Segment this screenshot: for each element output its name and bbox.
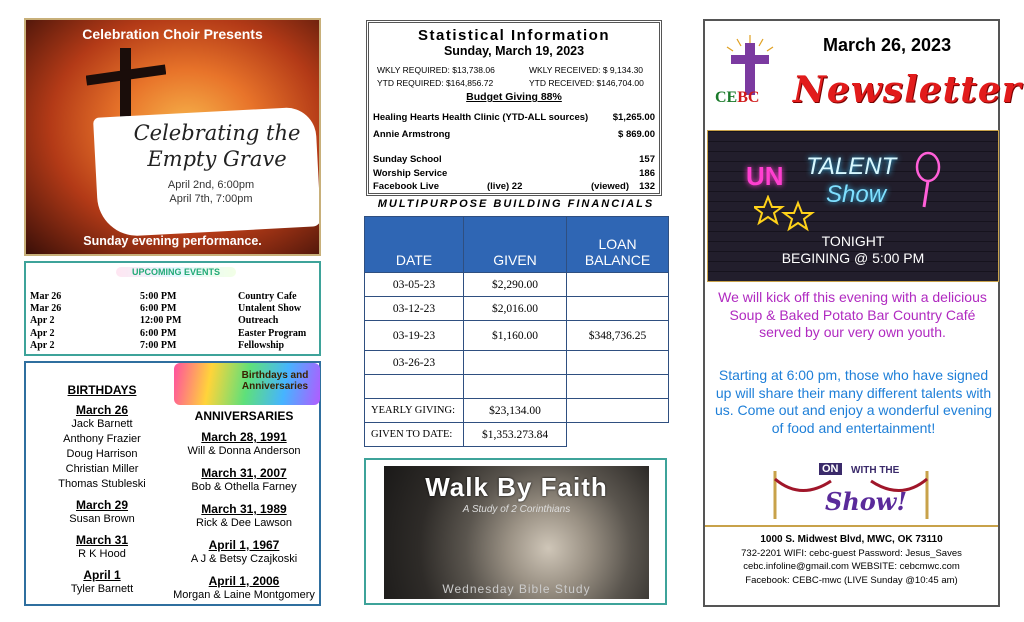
cebc-logo-text [715,89,759,107]
poster-footer-line2: Sunday evening performance. [83,234,262,248]
event-date: Apr 2 [30,339,55,351]
birthdays-logo-text: Birthdays and Anniversaries [241,370,309,392]
table-row [365,375,669,399]
contact-line-3: Facebook: CEBC-mwc (LIVE Sunday @10:45 am) [745,574,958,586]
walk-by-faith-image [384,466,649,599]
wkly-received: WKLY RECEIVED: $ 9,134.30 [529,65,644,75]
table-row [365,351,669,375]
birthday-name: Thomas Stubleski [58,478,146,490]
fb-viewed: 132 [639,181,655,192]
show-with: WITH THE [851,465,900,476]
poster-title-line1: Celebrating the [133,121,301,145]
cell-empty [567,399,669,423]
event-name: Outreach [238,315,279,327]
event-time: 12:00 PM [140,315,182,327]
cell-given: $2,290.00 [464,273,567,297]
upcoming-events [24,261,321,356]
paragraph-2: Starting at 6:00 pm, those who have signed up will share their many different talents with us. Come out and enjoy a wonderful evening of food and entertainment! [714,367,993,436]
walk-footer: Wednesday Bible Study [442,582,591,596]
birthdays-column [34,383,170,597]
newsletter-header [705,21,1022,127]
birthday-date: March 29 [75,498,129,512]
anniversary-names: Bob & Othella Farney [191,481,297,493]
newsletter-date: March 26, 2023 [823,35,952,55]
cell-date [365,375,464,399]
todate-label: GIVEN TO DATE: [365,423,464,447]
fb-live: (live) 22 [487,181,523,192]
anniversary-names: A J & Betsy Czajkoski [190,553,298,565]
show-on: ON [819,463,842,475]
anniversary-names: Rick & Dee Lawson [196,517,292,529]
walk-title: Walk By Faith [425,472,608,502]
hhc-label: Healing Hearts Health Clinic (YTD-ALL sources) [373,112,589,123]
event-time: 7:00 PM [140,339,177,351]
birthday-name: Susan Brown [69,513,135,525]
event-date: Mar 26 [30,303,62,315]
contact-info [705,525,998,607]
events-title: UPCOMING EVENTS [116,267,236,277]
birthday-date: April 1 [83,568,121,582]
budget-giving: Budget Giving 88% [466,91,562,103]
birthday-name: Doug Harrison [66,448,138,460]
fb-label: Facebook Live [373,181,439,192]
church-logo-icon [719,33,781,95]
poster-date-2: April 7th, 7:00pm [169,193,253,205]
anniversary-date: April 1, 2006 [208,574,280,588]
table-row [365,321,669,351]
talent-un: UN [746,161,784,191]
ss-value: 157 [639,154,655,165]
todate-value: $1,353.273.84 [464,423,567,447]
cell-given [464,351,567,375]
ss-label: Sunday School [373,154,442,165]
table-row [365,273,669,297]
header-given: GIVEN [464,217,567,273]
walk-subtitle: A Study of 2 Corinthians [462,504,571,515]
ytd-required: YTD REQUIRED: $164,856.72 [377,78,494,88]
event-date: Apr 2 [30,327,55,339]
anniversary-date: March 31, 2007 [201,466,287,480]
cell-given: $1,160.00 [464,321,567,351]
talent-tonight: TONIGHT [821,233,885,249]
event-date: Mar 26 [30,291,62,302]
cell-date: 03-12-23 [365,297,464,321]
cell-given [464,375,567,399]
event-time: 5:00 PM [140,291,177,302]
poster-title-line2: Empty Grave [147,147,287,171]
cell-loan [567,297,669,321]
wkly-required: WKLY REQUIRED: $13,738.06 [377,65,495,75]
event-time: 6:00 PM [140,303,177,315]
yearly-value: $23,134.00 [464,399,567,423]
event-name: Easter Program [238,327,307,339]
cell-loan [567,375,669,399]
anniversary-date: March 31, 1989 [201,502,287,516]
event-date: Apr 2 [30,315,55,327]
paragraph-1: We will kick off this evening with a delicious Soup & Baked Potato Bar Country Café served by our very own youth. [718,289,987,340]
cell-date: 03-26-23 [365,351,464,375]
talent-time [708,233,998,267]
poster-footer [26,216,319,250]
poster-title [112,120,321,172]
birthdays-logo [174,363,320,405]
birthdays-anniversaries [24,361,321,606]
cell-loan: $348,736.25 [567,321,669,351]
hhc-value: $1,265.00 [612,112,655,123]
cell-given: $2,016.00 [464,297,567,321]
event-name: Country Cafe [238,291,297,302]
cell-loan [567,351,669,375]
aa-value: $ 869.00 [618,129,655,140]
table-row [365,423,669,447]
ws-value: 186 [639,168,655,179]
anniversaries-heading: ANNIVERSARIES [194,409,294,423]
address: 1000 S. Midwest Blvd, MWC, OK 73110 [760,534,943,545]
table-row [365,297,669,321]
event-time: 6:00 PM [140,327,177,339]
cell-empty [567,423,669,447]
logo-text-ce: CE [715,89,738,106]
event-row [30,328,318,340]
birthday-name: R K Hood [78,548,126,560]
birthday-date: March 26 [75,403,129,417]
poster-date-1: April 2nd, 6:00pm [167,179,255,191]
statistical-information [366,20,662,196]
financials-title: MULTIPURPOSE BUILDING FINANCIALS [377,198,655,210]
ytd-received: YTD RECEIVED: $146,704.00 [529,78,644,88]
event-row [30,303,318,315]
newsletter-panel [703,19,1022,607]
event-row [30,291,318,303]
event-row [30,315,318,327]
cell-loan [567,273,669,297]
show-show: Show! [825,487,907,516]
poster-presenter: Celebration Choir Presents [82,26,263,42]
anniversary-date: March 28, 1991 [201,430,287,444]
contact-line-2: cebc.infoline@gmail.com WEBSITE: cebcmwc.com [743,561,960,572]
anniversary-names: Will & Donna Anderson [187,445,301,457]
microphone-icon [908,151,948,211]
anniversary-date: April 1, 1967 [208,538,280,552]
anniversary-names: Morgan & Laine Montgomery [173,589,315,601]
event-row [30,340,318,352]
talent-talent: TALENT [806,153,897,180]
header-loan: LOAN BALANCE [567,217,669,273]
stats-title: Statistical Information [417,27,611,44]
event-name: Fellowship [238,339,285,351]
birthday-name: Jack Barnett [71,418,133,430]
birthdays-heading: BIRTHDAYS [67,383,137,397]
logo-text-bc: BC [737,89,760,106]
untalent-show-banner [707,130,999,282]
birthday-name: Anthony Frazier [63,433,141,445]
aa-label: Annie Armstrong [373,129,451,140]
birthday-date: March 31 [75,533,129,547]
financials-table [364,216,669,447]
table-row [365,399,669,423]
stats-date: Sunday, March 19, 2023 [443,44,585,58]
talent-show: Show [826,181,887,208]
yearly-label: YEARLY GIVING: [365,399,464,423]
birthday-name: Christian Miller [65,463,139,475]
easter-poster [24,18,321,256]
stars-icon [754,195,824,235]
fb-viewed-label: (viewed) [591,181,630,192]
contact-line-1: 732-2201 WIFI: cebc-guest Password: Jesus_Saves [741,547,962,559]
birthday-name: Tyler Barnett [70,583,134,595]
talent-beginning: BEGINING @ 5:00 PM [781,250,925,266]
header-date: DATE [365,217,464,273]
on-with-the-show-logo [761,461,941,523]
ws-label: Worship Service [373,168,448,179]
cell-date: 03-05-23 [365,273,464,297]
newsletter-title: Newsletter [793,69,1022,111]
events-table [30,291,318,352]
event-name: Untalent Show [238,303,302,315]
walk-by-faith-box [364,458,667,605]
poster-footer-line1: Fellowship to follow [112,217,233,231]
anniversaries-column [168,409,320,603]
poster-dates [136,178,286,206]
cell-date: 03-19-23 [365,321,464,351]
